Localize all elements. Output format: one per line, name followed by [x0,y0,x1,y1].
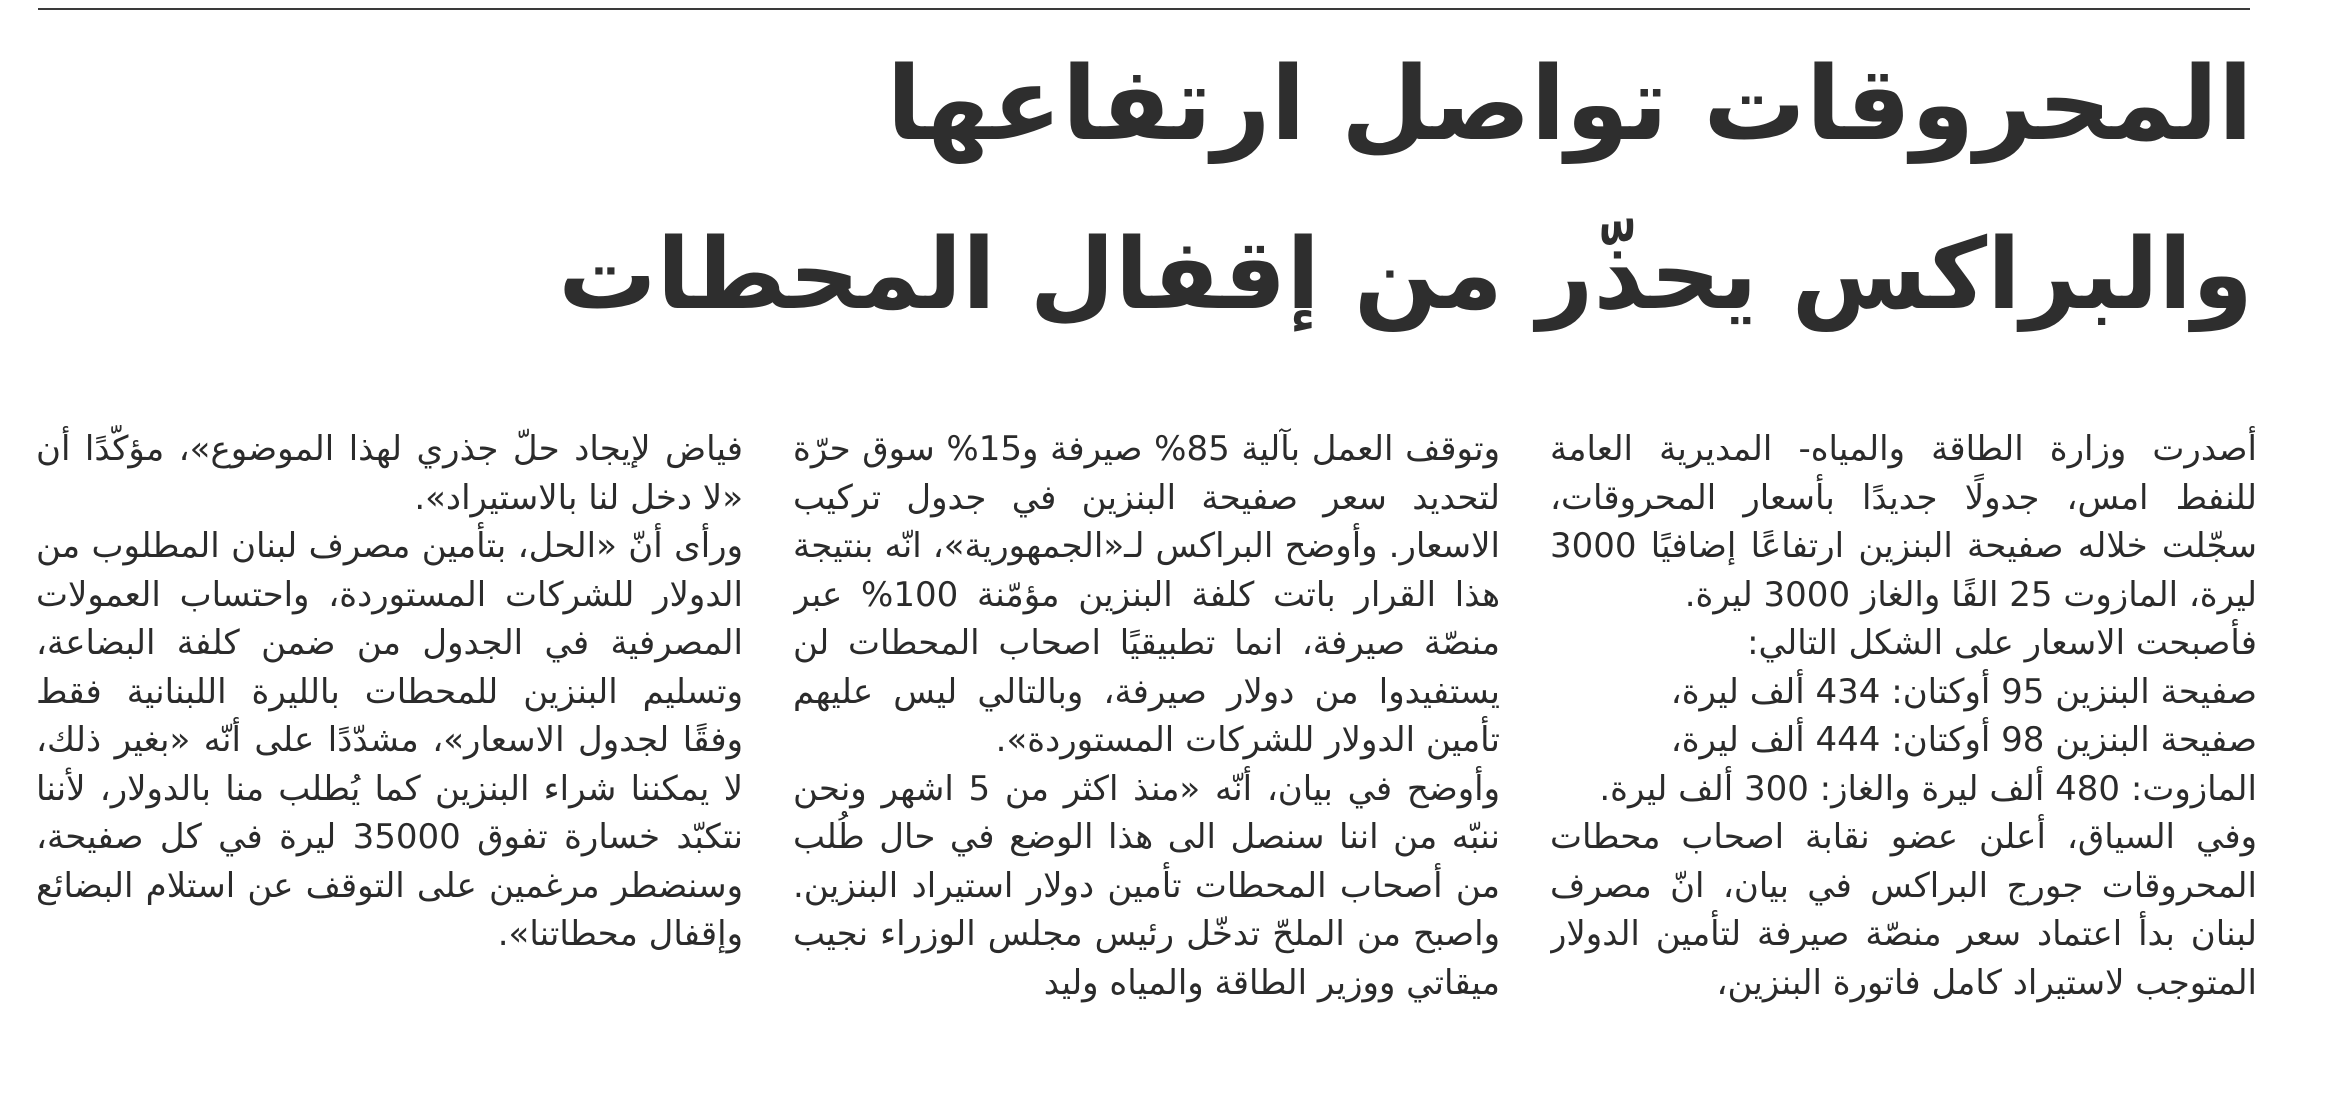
column-3 [36,425,743,1085]
paragraph: وتوقف العمل بآلية 85% صيرفة و15% سوق حرّة لتحديد سعر صفيحة البنزين في جدول تركيب الاسعار. وأوضح البراكس لـ«الجمهورية»، انّه بنتيجة هذا القرار باتت كلفة البنزين مؤمّنة 100% عبر منصّة صيرفة، انما تطبيقيًا اصحاب المحطات لن يستفيدوا من دولار صيرفة، وبالتالي ليس عليهم تأمين الدولار للشركات المستوردة». [793,429,1500,760]
paragraph: فأصبحت الاسعار على الشكل التالي: [1747,623,2257,663]
price-line: صفيحة البنزين 98 أوكتان: 444 ألف ليرة، [1670,720,2257,760]
article-body [36,425,2257,1085]
column-2 [793,425,1500,1085]
price-line: المازوت: 480 ألف ليرة والغاز: 300 ألف ليرة. [1599,768,2257,809]
price-line: صفيحة البنزين 95 أوكتان: 434 ألف ليرة، [1670,671,2257,712]
paragraph: وأوضح في بيان، أنّه «منذ اكثر من 5 اشهر ونحن ننبّه من اننا سنصل الى هذا الوضع في حال طُلب من أصحاب المحطات تأمين دولار استيراد البنزين. واصبح من الملحّ تدخّل رئيس مجلس الوزراء نجيب ميقاتي ووزير الطاقة والمياه وليد [793,768,1500,1003]
top-divider-line [38,8,2250,10]
article-headline [553,20,2253,360]
headline-line-2: والبراكس يحذّر من إقفال المحطات [558,218,2253,332]
paragraph: أصدرت وزارة الطاقة والمياه- المديرية العامة للنفط امس، جدولًا جديدًا بأسعار المحروقات، سجّلت خلاله صفيحة البنزين ارتفاعًا إضافيًا 3000 ليرة، المازوت 25 الفًا والغاز 3000 ليرة. [1550,429,2257,615]
paragraph: فياض لإيجاد حلّ جذري لهذا الموضوع»، مؤكّدًا أن «لا دخل لنا بالاستيراد». [36,429,743,518]
headline-line-1: المحروقات تواصل ارتفاعها [886,45,2253,164]
paragraph: ورأى أنّ «الحل، بتأمين مصرف لبنان المطلوب من الدولار للشركات المستوردة، واحتساب العمولات المصرفية في الجدول من ضمن كلفة البضاعة، وتسليم البنزين للمحطات بالليرة اللبنانية فقط وفقًا لجدول الاسعار»، مشدّدًا على أنّه «بغير ذلك، لا يمكننا شراء البنزين كما يُطلب منا بالدولار، لأننا نتكبّد خسارة تفوق 35000 ليرة في كل صفيحة، وسنضطر مرغمين على التوقف عن استلام البضائع وإقفال محطاتنا». [36,526,743,954]
column-1 [1550,425,2257,1085]
paragraph: وفي السياق، أعلن عضو نقابة اصحاب محطات المحروقات جورج البراكس في بيان، انّ مصرف لبنان بدأ اعتماد سعر منصّة صيرفة لتأمين الدولار المتوجب لاستيراد كامل فاتورة البنزين، [1550,817,2257,1003]
